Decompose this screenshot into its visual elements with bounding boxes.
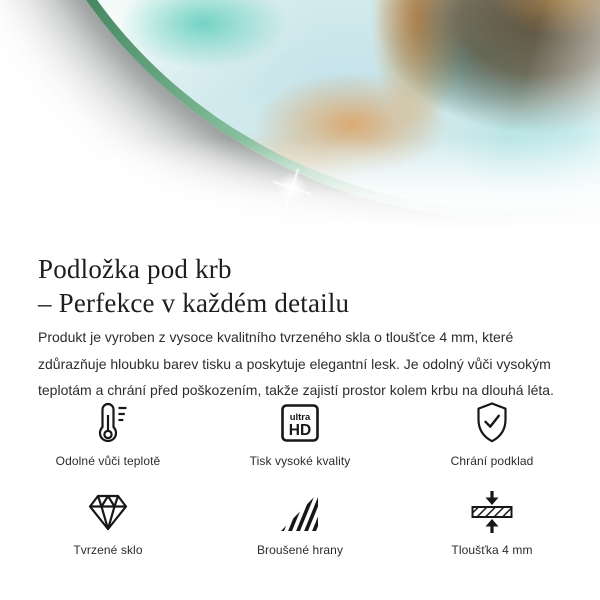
beveled-edges-icon xyxy=(278,490,322,534)
page-title-line2: – Perfekce v každém detailu xyxy=(38,288,350,319)
feature-grid xyxy=(12,399,588,557)
feature-icon-box xyxy=(469,488,515,536)
feature-icon-box xyxy=(278,399,322,447)
feature-protects-surface xyxy=(396,399,588,468)
ultra-hd-icon-text-top: ultra xyxy=(289,412,311,423)
feature-label: Tloušťka 4 mm xyxy=(451,543,533,557)
feature-thickness xyxy=(396,488,588,557)
feature-label: Broušené hrany xyxy=(256,543,344,557)
feature-icon-box xyxy=(85,488,131,536)
product-description-text: Produkt je vyroben z vysoce kvalitního tvrzeného skla o tloušťce 4 mm, které zdůrazňuje hloubku barev tisku a poskytuje elegantní lesk. Je odolný vůči vysokým teplotám a chrání před poškozením, takže zajistí prostor kolem krbu na dlouhá léta. xyxy=(38,329,554,398)
feature-label: Odolné vůči teplotě xyxy=(55,454,161,468)
glass-disc-edge xyxy=(0,0,600,220)
ultra-hd-icon-text-bottom: HD xyxy=(288,422,312,439)
page-title-line1: Podložka pod krb xyxy=(38,254,232,285)
page-title xyxy=(38,252,578,320)
feature-icon-box xyxy=(86,399,130,447)
feature-label: Chrání podklad xyxy=(450,454,534,468)
ultra-hd-icon xyxy=(278,401,322,445)
feature-heat-resistant xyxy=(12,399,204,468)
feature-icon-box xyxy=(278,488,322,536)
shield-check-icon xyxy=(470,400,514,446)
thermometer-icon xyxy=(86,400,130,446)
feature-icon-box xyxy=(470,399,514,447)
glass-disc-artwork xyxy=(9,0,600,211)
feature-label: Tisk vysoké kvality xyxy=(249,454,351,468)
thickness-icon xyxy=(469,490,515,534)
feature-polished-edges xyxy=(204,488,396,557)
feature-label: Tvrzené sklo xyxy=(73,543,143,557)
feature-print-quality xyxy=(204,399,396,468)
diamond-icon xyxy=(85,491,131,533)
product-hero-image xyxy=(0,0,600,240)
feature-tempered-glass xyxy=(12,488,204,557)
